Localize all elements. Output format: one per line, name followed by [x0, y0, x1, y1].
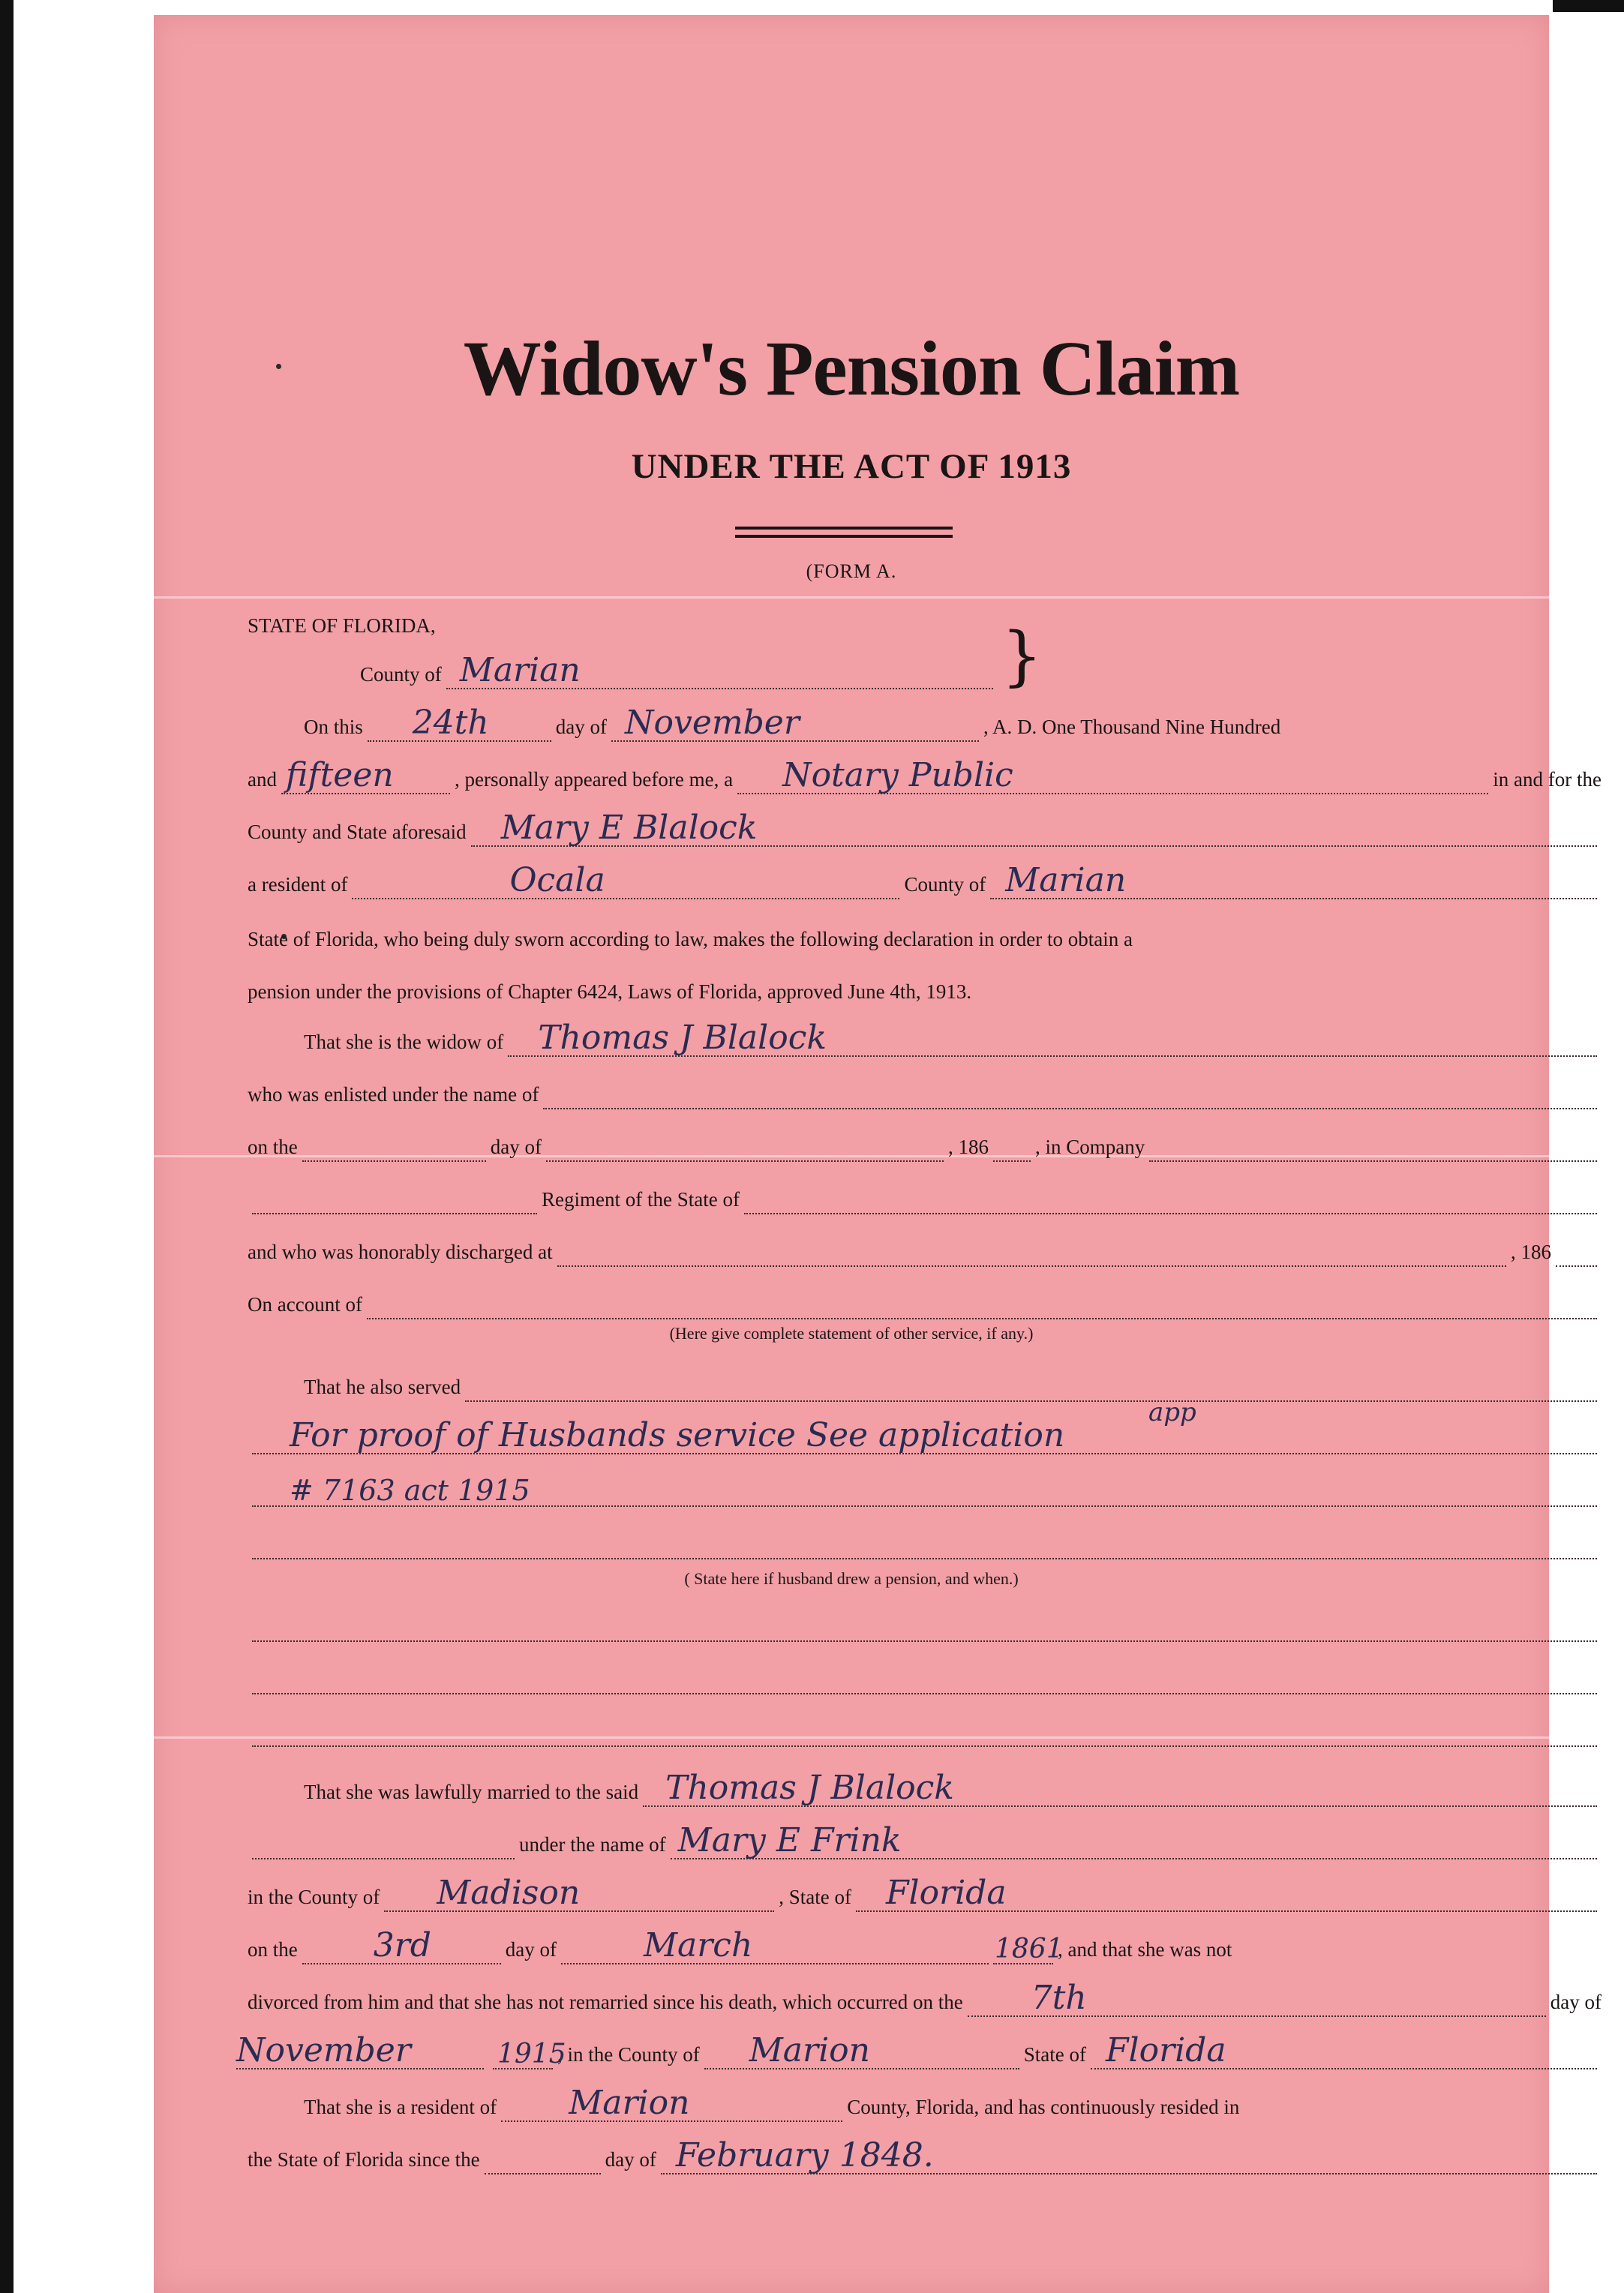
service-field-2[interactable] [252, 1475, 1597, 1507]
under-name-label: under the name of [519, 1833, 666, 1856]
married-husband-name: Thomas J Blalock [665, 1769, 954, 1807]
on-account-line [248, 1286, 1601, 1319]
service-line-3 [248, 1526, 1601, 1559]
county-value: Marian [459, 651, 581, 689]
enlist-year-field[interactable] [993, 1130, 1031, 1162]
county-of-label: County of [904, 873, 986, 896]
widow-of-label: That she is the widow of [304, 1031, 504, 1053]
day-of-label-5: day of [605, 2148, 656, 2171]
maiden-name-field[interactable] [671, 1821, 1597, 1859]
death-year-field[interactable] [493, 2038, 566, 2069]
residence-county-field[interactable] [990, 861, 1597, 899]
year-words-value: fifteen [285, 756, 394, 794]
resident-county-line [304, 2084, 1601, 2122]
pension-field-1[interactable] [252, 1610, 1597, 1642]
discharged-year-label: , 186 [1511, 1241, 1551, 1263]
title-rule [735, 527, 953, 530]
service-field-1[interactable] [252, 1397, 1597, 1454]
enlisted-name-field[interactable] [543, 1078, 1597, 1109]
discharged-year-field[interactable] [1556, 1235, 1597, 1267]
death-day: 7th [1031, 1979, 1087, 2017]
residence-line [248, 861, 1601, 899]
pension-line-1 [248, 1609, 1601, 1642]
officer-field[interactable] [737, 756, 1488, 794]
service-text-2: # 7163 act 1915 [290, 1474, 530, 1507]
officer-value: Notary Public [782, 756, 1013, 794]
death-state-field[interactable] [1091, 2031, 1597, 2069]
year-186-label: , 186 [947, 1136, 989, 1158]
also-served-field[interactable] [465, 1370, 1597, 1402]
service-insert: app [1148, 1397, 1196, 1427]
marriage-date-line [248, 1926, 1601, 1964]
husband-name: Thomas J Blalock [538, 1019, 827, 1057]
pension-field-3[interactable] [252, 1715, 1597, 1747]
marriage-year-field[interactable] [993, 1933, 1064, 1964]
regiment-state-field[interactable] [744, 1183, 1597, 1214]
day-of-label-3: day of [505, 1938, 557, 1961]
resident-county-field[interactable] [501, 2084, 842, 2122]
year-words-field[interactable] [281, 756, 450, 794]
marriage-county-field[interactable] [384, 1874, 774, 1912]
day-of-label-2: day of [490, 1136, 542, 1158]
in-county-of-label: in the County of [248, 1886, 380, 1908]
day-value: 24th [412, 704, 489, 742]
death-county-field[interactable] [704, 2031, 1019, 2069]
county-line [360, 651, 998, 689]
month-field[interactable] [611, 704, 979, 742]
residence-field[interactable] [352, 861, 899, 899]
fold-crease [154, 596, 1549, 599]
marriage-place-line [248, 1874, 1601, 1912]
discharged-label: and who was honorably discharged at [248, 1241, 553, 1263]
county-field[interactable] [446, 651, 993, 689]
death-day-field[interactable] [968, 1979, 1546, 2017]
on-account-field[interactable] [367, 1288, 1597, 1319]
regiment-line [248, 1181, 1601, 1214]
since-line [248, 2136, 1601, 2174]
day-of-label: day of [555, 716, 607, 738]
day-of-label-4: day of [1550, 1991, 1601, 2013]
death-year: 1915 [497, 2039, 566, 2069]
appeared-text: , personally appeared before me, a [454, 768, 734, 791]
husband-field[interactable] [508, 1019, 1597, 1057]
discharged-line [248, 1234, 1601, 1267]
marriage-month: March [643, 1926, 753, 1964]
service-line-1 [248, 1397, 1601, 1454]
resident-county: Marion [569, 2084, 690, 2122]
divorced-text: divorced from him and that she has not remarried since his death, which occurred on the [248, 1991, 963, 2013]
marriage-day-field[interactable] [302, 1926, 501, 1964]
discharged-field[interactable] [557, 1235, 1506, 1267]
married-husband-field[interactable] [643, 1769, 1597, 1807]
and-label: and [248, 768, 277, 791]
ad-text: , A. D. One Thousand Nine Hundred [983, 716, 1281, 738]
since-label: the State of Florida since the [248, 2148, 480, 2171]
also-served-line [304, 1369, 1601, 1402]
county-label: County of [360, 663, 442, 686]
claimant-field[interactable] [471, 809, 1597, 847]
brace: } [1001, 619, 1043, 694]
in-company-label: , in Company [1034, 1136, 1145, 1158]
marriage-state-field[interactable] [856, 1874, 1597, 1912]
marriage-county: Madison [437, 1874, 581, 1912]
scan-border-top [1553, 0, 1624, 12]
pension-field-2[interactable] [252, 1663, 1597, 1694]
enlisted-line [248, 1076, 1601, 1109]
pension-form-page [154, 15, 1601, 2293]
death-line [248, 1979, 1601, 2017]
regiment-field[interactable] [252, 1183, 537, 1214]
enlistment-date-line [248, 1129, 1601, 1162]
claimant-line [248, 809, 1601, 847]
title-rule [735, 535, 953, 538]
declaration-text-1: State of Florida, who being duly sworn according to law, makes the following declaration in order to obtain a [248, 928, 1133, 950]
state-of-label-2: State of [1023, 2043, 1086, 2066]
married-to-label: That she was lawfully married to the said [304, 1781, 639, 1803]
note-pension: ( State here if husband drew a pension, and when.) [684, 1569, 1019, 1588]
state-heading: STATE OF FLORIDA, [248, 614, 436, 637]
pension-line-3 [248, 1714, 1601, 1747]
pension-line-2 [248, 1661, 1601, 1694]
death-month-field[interactable] [236, 2031, 484, 2069]
not-divorced-text: , and that she was not [1057, 1938, 1232, 1961]
aforesaid-label: County and State aforesaid [248, 821, 467, 843]
since-day-field[interactable] [485, 2143, 601, 2174]
in-the-county-of-label: , in the County of [557, 2043, 700, 2066]
on-the-label: on the [248, 1136, 298, 1158]
service-line-2 [248, 1474, 1601, 1507]
on-the-label-2: on the [248, 1938, 298, 1961]
residence-county-value: Marian [1005, 861, 1127, 899]
claimant-name: Mary E Blalock [500, 809, 758, 847]
regiment-label: Regiment of the State of [542, 1188, 740, 1211]
declaration-line-2 [248, 974, 1601, 1007]
form-subtitle: UNDER THE ACT OF 1913 [631, 447, 1072, 486]
note-service: (Here give complete statement of other service, if any.) [669, 1324, 1034, 1343]
maiden-name: Mary E Frink [677, 1821, 902, 1859]
appeared-line [248, 756, 1601, 794]
on-this-label: On this [304, 716, 363, 738]
also-served-label: That he also served [304, 1376, 461, 1398]
marriage-state: Florida [885, 1874, 1007, 1912]
date-line [304, 704, 1601, 742]
death-place-line [236, 2031, 1601, 2069]
widow-line [304, 1019, 1601, 1057]
company-field[interactable] [1149, 1130, 1597, 1162]
on-account-label: On account of [248, 1293, 362, 1316]
month-value: November [625, 704, 800, 742]
marriage-day: 3rd [373, 1926, 431, 1964]
married-line [304, 1769, 1601, 1807]
scan-border-left [0, 0, 14, 2293]
death-month: November [236, 2031, 411, 2069]
since-date-field[interactable] [661, 2136, 1597, 2174]
resident-of-label: a resident of [248, 873, 348, 896]
declaration-text-2: pension under the provisions of Chapter 6424, Laws of Florida, approved June 4th, 1913. [248, 980, 972, 1003]
death-county: Marion [749, 2031, 870, 2069]
enlist-day-field[interactable] [302, 1130, 486, 1162]
state-of-label: , State of [779, 1886, 851, 1908]
form-title: Widow's Pension Claim [463, 326, 1240, 412]
maiden-prefix-field[interactable] [252, 1828, 515, 1859]
since-value: February 1848. [675, 2136, 934, 2174]
marriage-year: 1861 [994, 1934, 1064, 1964]
marriage-month-field[interactable] [561, 1926, 989, 1964]
maiden-name-line [248, 1821, 1601, 1859]
resident-county-label: That she is a resident of [304, 2096, 497, 2118]
enlist-month-field[interactable] [546, 1130, 944, 1162]
form-label: (FORM A. [806, 560, 897, 582]
service-text-1: For proof of Husbands service See application [290, 1416, 1065, 1454]
in-and-for-text: in and for the [1493, 768, 1601, 791]
death-state: Florida [1105, 2031, 1226, 2069]
state-heading-line [248, 608, 923, 641]
day-field[interactable] [368, 704, 551, 742]
residence-value: Ocala [509, 861, 605, 899]
declaration-line-1 [248, 921, 1601, 954]
resided-text: County, Florida, and has continuously resided in [847, 2096, 1240, 2118]
enlisted-label: who was enlisted under the name of [248, 1083, 539, 1106]
service-field-3[interactable] [252, 1528, 1597, 1559]
